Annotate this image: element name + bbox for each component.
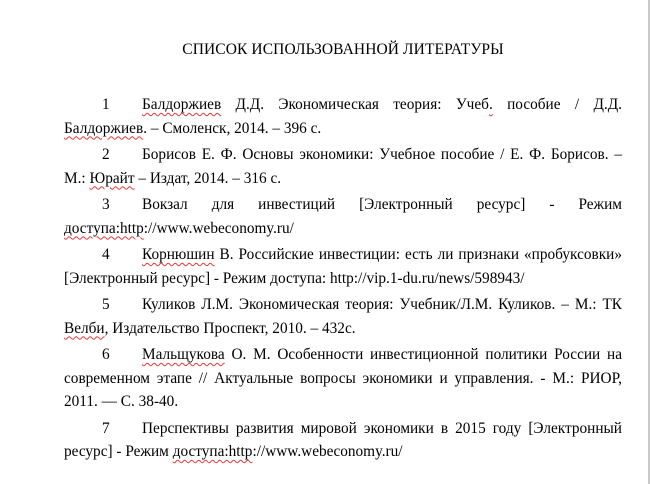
reference-number: 4 (102, 246, 110, 263)
reference-text: . – Смоленск, 2014. – 396 с. (143, 119, 322, 137)
reference-text: Д.Д. Экономическая теория: Учеб (221, 96, 489, 113)
reference-text: ://www.webeconomy.ru/ (143, 219, 294, 237)
reference-text: О. М. Особенности инвестиционной политики России на современном этапе // Актуальные вопросы экономики и управления. - М.: РИОР, 2011. — С. 38-40. (64, 346, 622, 410)
spellcheck-flagged-word: Корнюшин (142, 246, 215, 263)
reference-text: Борисов Е. Ф. Основы экономики: Учебное пособие / Е. Ф. Борисов. – М.: (64, 146, 622, 187)
reference-item (64, 417, 622, 464)
spellcheck-flagged-word: Балдоржиев (64, 119, 144, 137)
reference-text: В. Российские инвестиции: есть ли признаки «пробуксовки» [Электронный ресурс] - Режим доступа: http://vip.1-du.ru/news/598943/ (64, 246, 622, 287)
reference-item (64, 193, 622, 240)
reference-item (64, 243, 622, 290)
spellcheck-flagged-word: Балдоржиев (142, 96, 222, 113)
reference-text: ://www.webeconomy.ru/ (252, 443, 403, 460)
spellcheck-flagged-word: доступа:http (64, 219, 144, 237)
reference-text: Перспективы развития мировой экономики в 2015 году [Электронный ресурс] - Режим (64, 419, 622, 460)
reference-list (64, 93, 622, 464)
reference-number: 1 (102, 96, 110, 113)
reference-number: 3 (102, 196, 110, 213)
reference-text: пособие / Д.Д. (492, 96, 622, 113)
reference-item (64, 93, 622, 140)
spellcheck-flagged-word: Мальщукова (142, 346, 225, 363)
spellcheck-flagged-word: Велби (64, 319, 105, 337)
reference-number: 6 (102, 346, 110, 363)
reference-number: 7 (102, 419, 110, 437)
spellcheck-flagged-word: Юрайт (89, 169, 135, 187)
spellcheck-flagged-word: . (488, 96, 493, 113)
reference-number: 5 (102, 296, 110, 313)
reference-text: Вокзал для инвестиций [Электронный ресурс] - Режим (142, 196, 622, 213)
reference-text: Куликов Л.М. Экономическая теория: Учебник/Л.М. Куликов. – М.: ТК (142, 296, 622, 313)
reference-item (64, 143, 622, 190)
page-title: СПИСОК ИСПОЛЬЗОВАННОЙ ЛИТЕРАТУРЫ (182, 41, 504, 58)
reference-text: – Издат, 2014. – 316 с. (134, 169, 282, 187)
document-page[interactable] (64, 0, 622, 467)
reference-item (64, 343, 622, 414)
spellcheck-flagged-word: доступа:http (172, 443, 253, 460)
reference-item (64, 293, 622, 340)
reference-number: 2 (102, 146, 110, 163)
reference-text: , Издательство Проспект, 2010. – 432с. (104, 319, 356, 337)
